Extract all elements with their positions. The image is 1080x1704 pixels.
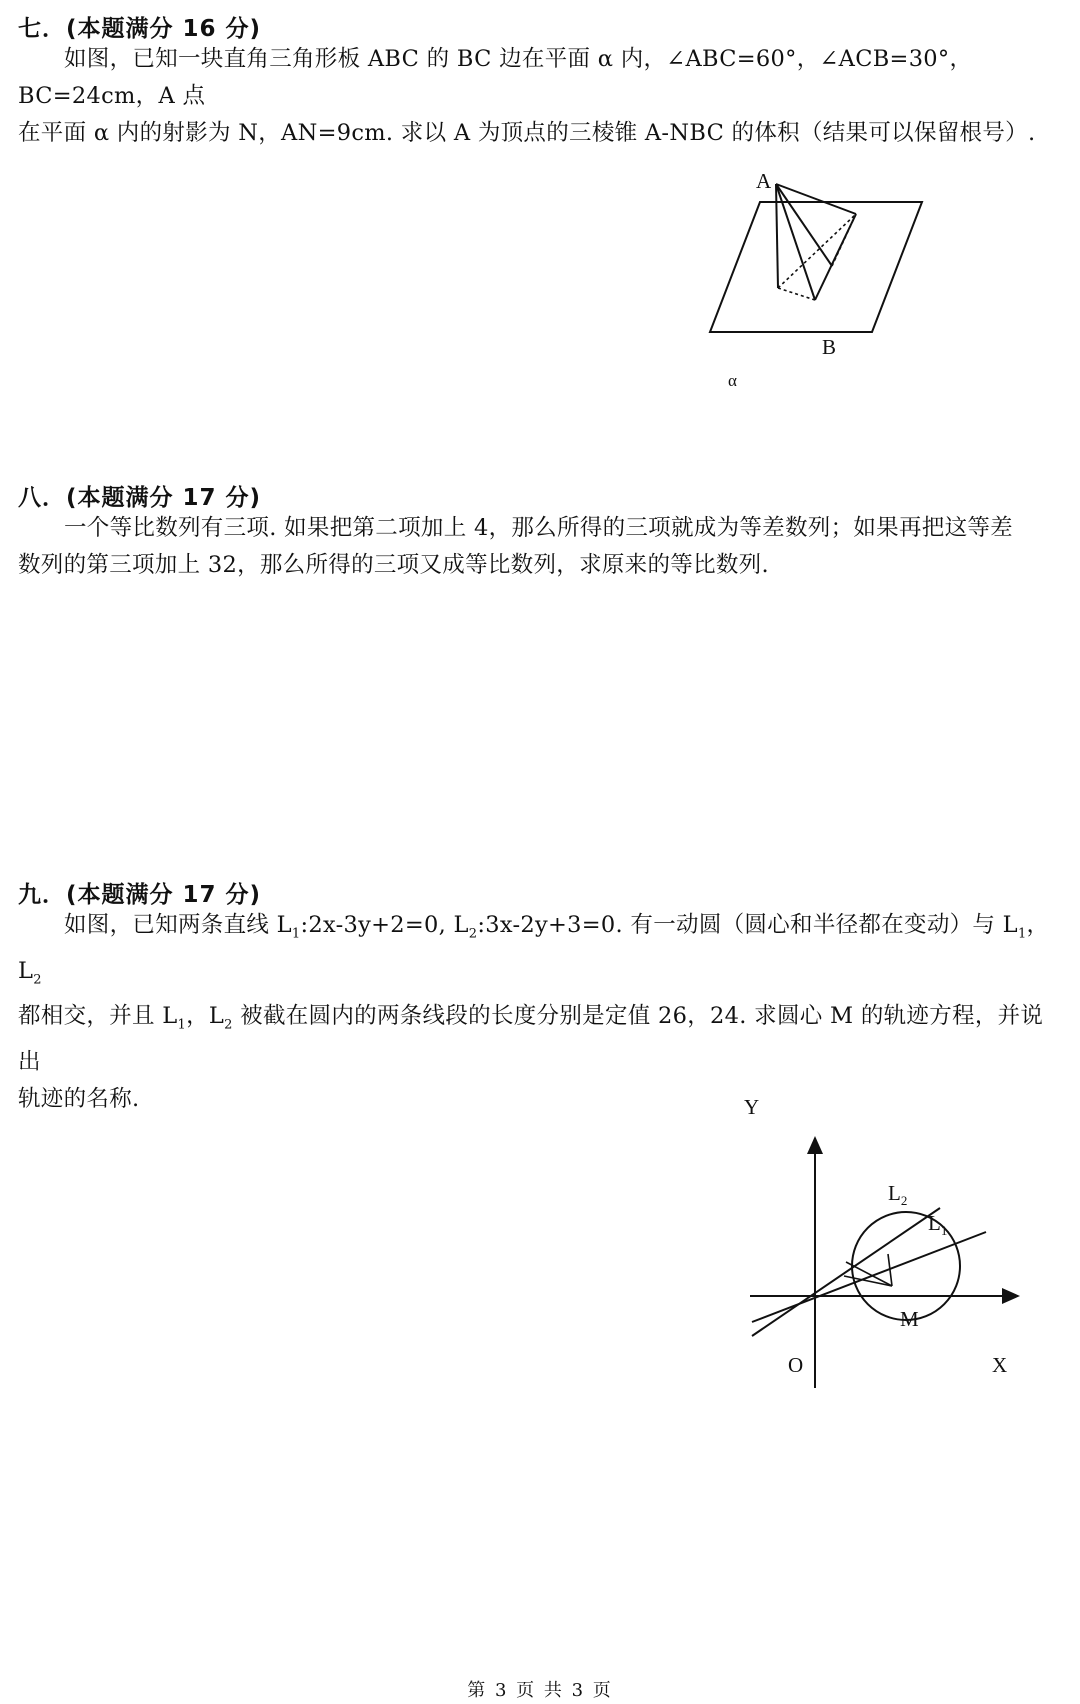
pyramid-diagram	[700, 160, 950, 400]
label-b: B	[822, 335, 837, 359]
coordinate-diagram	[740, 1090, 1040, 1390]
edge-n-b-dashed	[778, 288, 815, 300]
label-y-axis: Y	[744, 1095, 760, 1119]
edge-a-n	[776, 184, 778, 288]
q7-body	[18, 41, 1062, 152]
q9-line-2: 都相交，并且 $L_1$，$L_2$ 被截在圆内的两条线段的长度分别是定值 26，24. 求圆心 M 的轨迹方程，并说出	[18, 1003, 1044, 1075]
q8-line-2: 数列的第三项加上 32，那么所得的三项又成等比数列，求原来的等比数列.	[18, 552, 769, 578]
q8-body	[18, 510, 1062, 584]
label-origin: O	[788, 1353, 804, 1377]
plane-alpha	[710, 202, 922, 332]
q9-line-1: 如图，已知两条直线 $L_1:2x-3y+2=0$, $L_2:3x-2y+3=0$. 有一动圆（圆心和半径都在变动）与 $L_1$，$L_2$	[18, 912, 1050, 987]
q8-line-1: 一个等比数列有三项. 如果把第二项加上 4，那么所得的三项就成为等差数列；如果再把这等差	[64, 515, 1013, 541]
label-a: A	[756, 169, 772, 193]
q8-heading: 八．(本题满分 17 分)	[18, 485, 262, 511]
label-m: M	[900, 1307, 919, 1331]
q7-heading: 七．(本题满分 16 分)	[18, 16, 262, 42]
q7-figure	[700, 160, 950, 404]
label-alpha: α	[728, 371, 737, 390]
q7-line-2: 在平面 α 内的射影为 N，AN=9cm. 求以 A 为顶点的三棱锥 A-NBC 的体积（结果可以保留根号）.	[18, 120, 1036, 146]
q7-line-1: 如图，已知一块直角三角形板 ABC 的 BC 边在平面 α 内，∠ABC=60°，∠ACB=30°，BC=24cm，A 点	[18, 46, 973, 109]
page-footer: 第 3 页 共 3 页	[467, 1680, 613, 1701]
q9-body	[18, 907, 1062, 1118]
label-x-axis: X	[992, 1353, 1008, 1377]
label-l1: $L_1$	[928, 1211, 948, 1238]
q9-figure	[740, 1090, 1040, 1394]
edge-a-top	[776, 184, 856, 214]
label-l2: $L_2$	[888, 1181, 908, 1208]
q9-line-3: 轨迹的名称.	[18, 1085, 140, 1112]
line-l1	[752, 1232, 986, 1322]
q9-heading: 九．(本题满分 17 分)	[18, 882, 262, 908]
edge-a-c	[776, 184, 832, 266]
